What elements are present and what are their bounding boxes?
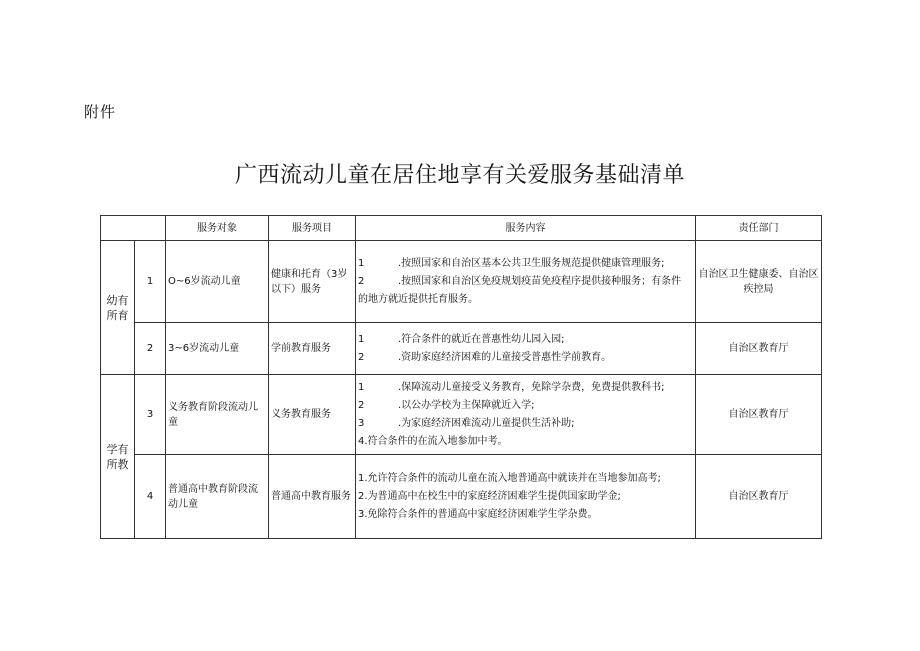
attachment-label: 附件 — [84, 103, 117, 121]
content-line: 4.符合条件的在流入地参加中考。 — [358, 435, 508, 447]
header-service-target: 服务对象 — [166, 216, 269, 241]
document-title: 广西流动儿童在居住地享有关爱服务基础清单 — [234, 163, 685, 188]
service-item: 普通高中教育服务 — [269, 455, 356, 539]
content-line: 1 .按照国家和自治区基本公共卫生服务规范提供健康管理服务; — [358, 257, 665, 269]
service-target: 普通高中教育阶段流动儿童 — [166, 455, 269, 539]
service-content — [356, 323, 696, 375]
content-line: 1 .保障流动儿童接受义务教育，免除学杂费，免费提供教科书; — [358, 381, 665, 393]
responsible-dept: 自治区卫生健康委、自治区疾控局 — [696, 241, 822, 323]
row-number: 2 — [135, 323, 166, 375]
service-item: 健康和托育（3岁以下）服务 — [269, 241, 356, 323]
table-row — [101, 241, 822, 323]
content-line: 的地方就近提供托育服务。 — [358, 293, 478, 305]
content-line: 2 .以公办学校为主保障就近入学; — [358, 399, 535, 411]
category-cell: 学有所教 — [101, 375, 135, 539]
service-list-table — [100, 215, 822, 539]
header-blank — [101, 216, 166, 241]
service-item: 学前教育服务 — [269, 323, 356, 375]
content-line: 2.为普通高中在校生中的家庭经济困难学生提供国家助学金; — [358, 490, 621, 502]
responsible-dept: 自治区教育厅 — [696, 455, 822, 539]
responsible-dept: 自治区教育厅 — [696, 375, 822, 455]
table-row — [101, 455, 822, 539]
table-row — [101, 375, 822, 455]
content-line: 1 .符合条件的就近在普惠性幼儿园入园; — [358, 333, 565, 345]
header-responsible-dept: 责任部门 — [696, 216, 822, 241]
service-item: 义务教育服务 — [269, 375, 356, 455]
service-content — [356, 241, 696, 323]
responsible-dept: 自治区教育厅 — [696, 323, 822, 375]
service-content — [356, 455, 696, 539]
table-header-row — [101, 216, 822, 241]
table-row — [101, 323, 822, 375]
content-line: 3.免除符合条件的普通高中家庭经济困难学生学杂费。 — [358, 508, 598, 520]
content-line: 2 .按照国家和自治区免疫规划疫苗免疫程序提供接种服务；有条件 — [358, 275, 682, 287]
service-target: O~6岁流动儿童 — [166, 241, 269, 323]
content-line: 2 .资助家庭经济困难的儿童接受普惠性学前教育。 — [358, 351, 612, 363]
header-service-content: 服务内容 — [356, 216, 696, 241]
service-target: 义务教育阶段流动儿童 — [166, 375, 269, 455]
row-number: 1 — [135, 241, 166, 323]
content-line: 3 .为家庭经济困难流动儿童提供生活补助; — [358, 417, 575, 429]
category-cell: 幼有所育 — [101, 241, 135, 375]
service-target: 3~6岁流动儿童 — [166, 323, 269, 375]
service-content — [356, 375, 696, 455]
row-number: 4 — [135, 455, 166, 539]
header-service-item: 服务项目 — [269, 216, 356, 241]
content-line: 1.允许符合条件的流动儿童在流入地普通高中就读并在当地参加高考; — [358, 472, 661, 484]
row-number: 3 — [135, 375, 166, 455]
